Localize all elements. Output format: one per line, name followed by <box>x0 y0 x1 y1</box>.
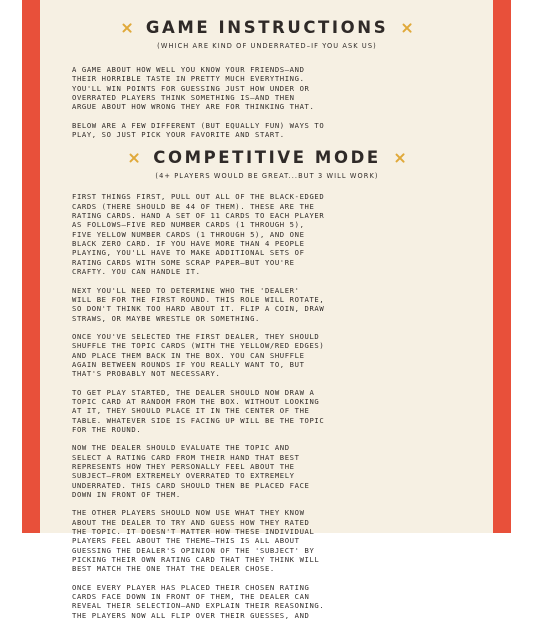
text-line: ARGUE ABOUT HOW WRONG THEY ARE FOR THINKING THAT. <box>72 102 315 112</box>
text-line: NEXT YOU'LL NEED TO DETERMINE WHO THE 'DEALER' <box>72 285 300 295</box>
text-line: ABOUT THE DEALER TO TRY AND GUESS HOW THEY RATED <box>72 517 310 527</box>
text-line: WILL BE FOR THE FIRST ROUND. THIS ROLE WILL ROTATE, <box>72 294 325 304</box>
competitive-paragraph <box>72 192 462 276</box>
game-instructions-title: GAME INSTRUCTIONS <box>145 18 389 37</box>
game-instructions-subtitle: (WHICH ARE KIND OF UNDERRATED–IF YOU ASK US) <box>157 42 377 50</box>
text-line: SELECT A RATING CARD FROM THEIR HAND THAT BEST <box>72 452 300 462</box>
text-line: PLAYING, YOU'LL HAVE TO MAKE ADDITIONAL SETS OF <box>72 248 305 258</box>
text-line: BEST MATCH THE ONE THAT THE DEALER CHOSE. <box>72 564 275 574</box>
text-line: GUESSING THE DEALER'S OPINION OF THE 'SUBJECT' BY <box>72 545 315 555</box>
competitive-paragraph <box>72 583 462 620</box>
text-line: TABLE. WHATEVER SIDE IS FACING UP WILL BE THE TOPIC <box>72 415 325 425</box>
competitive-mode-heading-row <box>72 148 462 168</box>
competitive-paragraph <box>72 388 462 435</box>
text-line: SO DON'T THINK TOO HARD ABOUT IT. FLIP A COIN, DRAW <box>72 304 325 314</box>
text-line: FIRST THINGS FIRST, PULL OUT ALL OF THE BLACK-EDGED <box>72 192 325 202</box>
text-line: CARDS FACE DOWN IN FRONT OF THEM, THE DEALER CAN <box>72 592 310 602</box>
text-line: STRAWS, OR MAYBE WRESTLE OR SOMETHING. <box>72 313 260 323</box>
cross-icon <box>395 153 405 163</box>
text-line: SHUFFLE THE TOPIC CARDS (WITH THE YELLOW/RED EDGES) <box>72 341 325 351</box>
cross-icon <box>129 153 139 163</box>
instructions-content <box>72 18 462 620</box>
text-line: FOR THE ROUND. <box>72 424 142 434</box>
text-line: ONCE YOU'VE SELECTED THE FIRST DEALER, THEY SHOULD <box>72 331 320 341</box>
text-line: PICKING THEIR OWN RATING CARD THAT THEY THINK WILL <box>72 555 320 565</box>
text-line: ONCE EVERY PLAYER HAS PLACED THEIR CHOSEN RATING <box>72 582 310 592</box>
text-line: AND PLACE THEM BACK IN THE BOX. YOU CAN SHUFFLE <box>72 350 305 360</box>
text-line: PLAY, SO JUST PICK YOUR FAVORITE AND START. <box>72 130 285 140</box>
text-line: THE TOPIC. IT DOESN'T MATTER HOW THESE INDIVIDUAL <box>72 527 315 537</box>
text-line: AGAIN BETWEEN ROUNDS IF YOU REALLY WANT TO, BUT <box>72 359 305 369</box>
text-line: REPRESENTS HOW THEY PERSONALLY FEEL ABOUT THE <box>72 462 295 471</box>
text-line: FIVE YELLOW NUMBER CARDS (1 THROUGH 5), AND ONE <box>72 229 305 239</box>
text-line: THE PLAYERS NOW ALL FLIP OVER THEIR GUESSES, AND <box>72 610 310 620</box>
text-line: BLACK ZERO CARD. IF YOU HAVE MORE THAN 4 PEOPLE <box>72 239 305 249</box>
play-ways-paragraph <box>72 121 462 140</box>
text-line: THAT'S PROBABLY NOT NECESSARY. <box>72 369 221 379</box>
text-line: TO GET PLAY STARTED, THE DEALER SHOULD NOW DRAW A <box>72 387 315 397</box>
text-line: PLAYERS FEEL ABOUT THE THEME—THIS IS ALL ABOUT <box>72 536 300 546</box>
instruction-card <box>40 0 493 620</box>
text-line: OVERRATED PLAYERS THINK SOMETHING IS—AND THEN <box>72 93 295 103</box>
game-instructions-heading-row <box>72 18 462 38</box>
competitive-mode-body <box>72 192 462 620</box>
text-line: DOWN IN FRONT OF THEM. <box>72 490 181 500</box>
competitive-paragraph <box>72 508 462 573</box>
text-line: CRAFTY. YOU CAN HANDLE IT. <box>72 267 201 277</box>
text-line: UNDERRATED. THIS CARD SHOULD THEN BE PLACED FACE <box>72 480 310 490</box>
text-line: YOU'LL WIN POINTS FOR GUESSING JUST HOW UNDER OR <box>72 83 310 93</box>
text-line: AT IT, THEY SHOULD PLACE IT IN THE CENTER OF THE <box>72 406 310 416</box>
text-line: A GAME ABOUT HOW WELL YOU KNOW YOUR FRIENDS—AND <box>72 65 305 74</box>
cross-icon <box>402 23 412 33</box>
text-line: THE OTHER PLAYERS SHOULD NOW USE WHAT THEY KNOW <box>72 508 305 518</box>
text-line: AS FOLLOWS—FIVE RED NUMBER CARDS (1 THROUGH 5), <box>72 220 305 230</box>
text-line: CARDS (THERE SHOULD BE 44 OF THEM). THESE ARE THE <box>72 201 315 211</box>
text-line: TOPIC CARD AT RANDOM FROM THE BOX. WITHOUT LOOKING <box>72 396 320 406</box>
text-line: RATING CARDS WITH SOME SCRAP PAPER—BUT YOU'RE <box>72 257 295 267</box>
competitive-paragraph <box>72 443 462 499</box>
text-line: RATING CARDS. HAND A SET OF 11 CARDS TO EACH PLAYER <box>72 211 325 221</box>
text-line: SUBJECT—FROM EXTREMELY OVERRATED TO EXTREMELY <box>72 471 295 481</box>
competitive-paragraph <box>72 286 462 323</box>
text-line: BELOW ARE A FEW DIFFERENT (BUT EQUALLY FUN) WAYS TO <box>72 120 325 130</box>
competitive-mode-subtitle: (4+ PLAYERS WOULD BE GREAT...BUT 3 WILL WORK) <box>155 172 379 181</box>
text-line: THEIR HORRIBLE TASTE IN PRETTY MUCH EVERYTHING. <box>72 74 305 84</box>
intro-paragraph <box>72 65 462 112</box>
cross-icon <box>122 23 132 33</box>
competitive-mode-title: COMPETITIVE MODE <box>153 148 381 168</box>
text-line: NOW THE DEALER SHOULD EVALUATE THE TOPIC AND <box>72 443 290 453</box>
text-line: REVEAL THEIR SELECTION—AND EXPLAIN THEIR REASONING. <box>72 601 325 611</box>
competitive-paragraph <box>72 332 462 379</box>
